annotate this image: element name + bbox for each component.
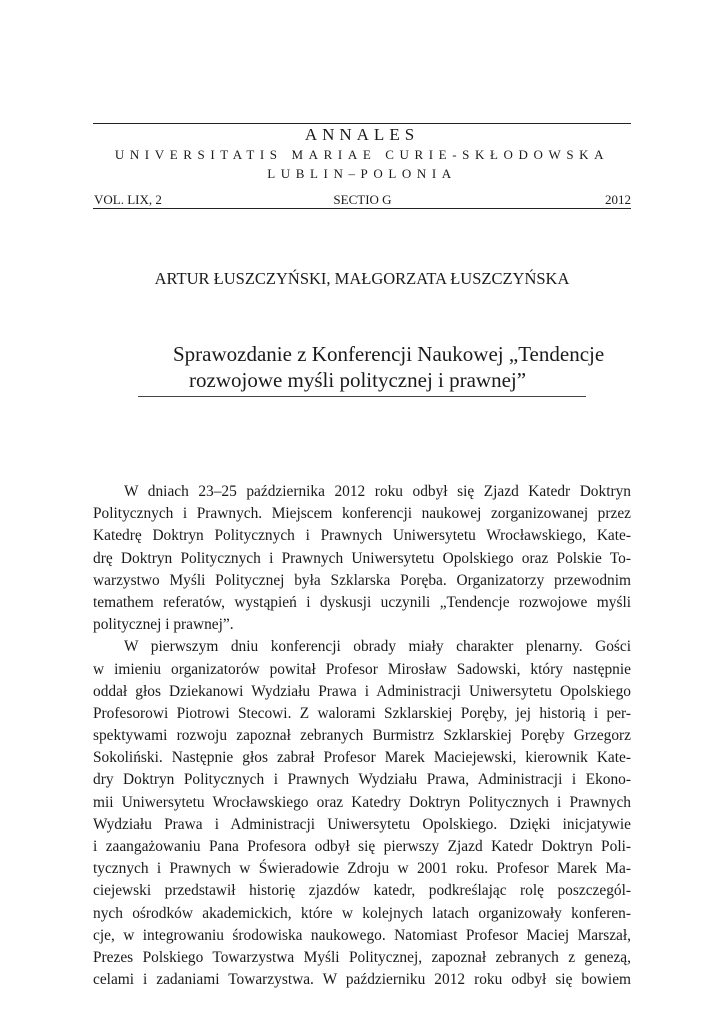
- volume-label: VOL. LIX, 2: [94, 192, 162, 207]
- body-line: spektywami rozwoju zapoznał zebranych Burmistrz Szklarskiej Poręby Grzegorz: [93, 727, 631, 745]
- article-title-line-1: Sprawozdanie z Konferencji Naukowej „Tendencje: [173, 342, 605, 366]
- body-line: warzystwo Myśli Politycznej była Szklarska Poręba. Organizatorzy przewodnim: [93, 571, 631, 589]
- body-line: Politycznych i Prawnych. Miejscem konferencji naukowej zorganizowanej przez: [93, 505, 631, 523]
- body-line: nych ośrodków akademickich, które w kolejnych latach organizowały konferen-: [93, 904, 631, 922]
- body-line: w imieniu organizatorów powitał Profesor Mirosław Sadowski, który następnie: [93, 660, 631, 678]
- body-line: Wydziału Prawa i Administracji Uniwersytetu Opolskiego. Dzięki inicjatywie: [93, 815, 631, 833]
- body-line: tycznych i Prawnych w Świeradowie Zdroju w 2001 roku. Profesor Marek Ma-: [93, 860, 631, 878]
- body-line: Sokoliński. Następnie głos zabrał Profesor Marek Maciejewski, kierownik Kate-: [93, 749, 631, 767]
- article-body: [93, 481, 631, 991]
- header-top-rule: [93, 123, 631, 124]
- body-line: ciejewski przedstawił historię zjazdów katedr, podkreślając rolę poszczegól-: [93, 882, 631, 900]
- year-label: 2012: [605, 192, 631, 207]
- body-line: politycznej i prawnej”.: [93, 616, 234, 634]
- article-authors: ARTUR ŁUSZCZYŃSKI, MAŁGORZATA ŁUSZCZYŃSKA: [154, 269, 570, 288]
- header-bottom-rule: [93, 208, 631, 209]
- body-line: W dniach 23–25 października 2012 roku odbył się Zjazd Katedr Doktryn: [124, 483, 631, 500]
- body-line: celami i zadaniami Towarzystwa. W październiku 2012 roku odbył się bowiem: [93, 971, 631, 989]
- journal-title: ANNALES: [304, 125, 420, 144]
- title-underline-rule: [138, 396, 586, 397]
- body-line: W pierwszym dniu konferencji obrady miały charakter plenarny. Gości: [124, 638, 631, 656]
- section-label: SECTIO G: [333, 192, 392, 207]
- body-line: dry Doktryn Politycznych i Prawnych Wydziału Prawa, Administracji i Ekono-: [93, 771, 631, 789]
- journal-place: LUBLIN–POLONIA: [267, 166, 457, 181]
- body-line: cje, w integrowaniu środowiska naukowego. Natomiast Profesor Maciej Marszał,: [93, 926, 631, 944]
- body-line: temathem referatów, wystąpień i dyskusji uczynili „Tendencje rozwojowe myśli: [93, 593, 631, 611]
- body-line: Profesorowi Piotrowi Stecowi. Z walorami Szklarskiej Poręby, jej historią i per-: [93, 704, 631, 722]
- body-line: Katedrę Doktryn Politycznych i Prawnych Uniwersytetu Wrocławskiego, Kate-: [93, 527, 631, 545]
- body-line: oddał głos Dziekanowi Wydziału Prawa i Administracji Uniwersytetu Opolskiego: [93, 682, 631, 700]
- body-line: i zaangażowaniu Pana Profesora odbył się pierwszy Zjazd Katedr Doktryn Poli-: [93, 838, 631, 855]
- body-line: mii Uniwersytetu Wrocławskiego oraz Katedry Doktryn Politycznych i Prawnych: [93, 793, 631, 811]
- article-title-line-2: rozwojowe myśli politycznej i prawnej”: [189, 368, 527, 392]
- journal-subtitle: UNIVERSITATIS MARIAE CURIE-SKŁODOWSKA: [114, 147, 610, 162]
- body-line: drę Doktryn Politycznych i Prawnych Uniwersytetu Opolskiego oraz Polskie To-: [93, 549, 631, 567]
- body-line: Prezes Polskiego Towarzystwa Myśli Politycznej, zapoznał zebranych z genezą,: [93, 948, 631, 966]
